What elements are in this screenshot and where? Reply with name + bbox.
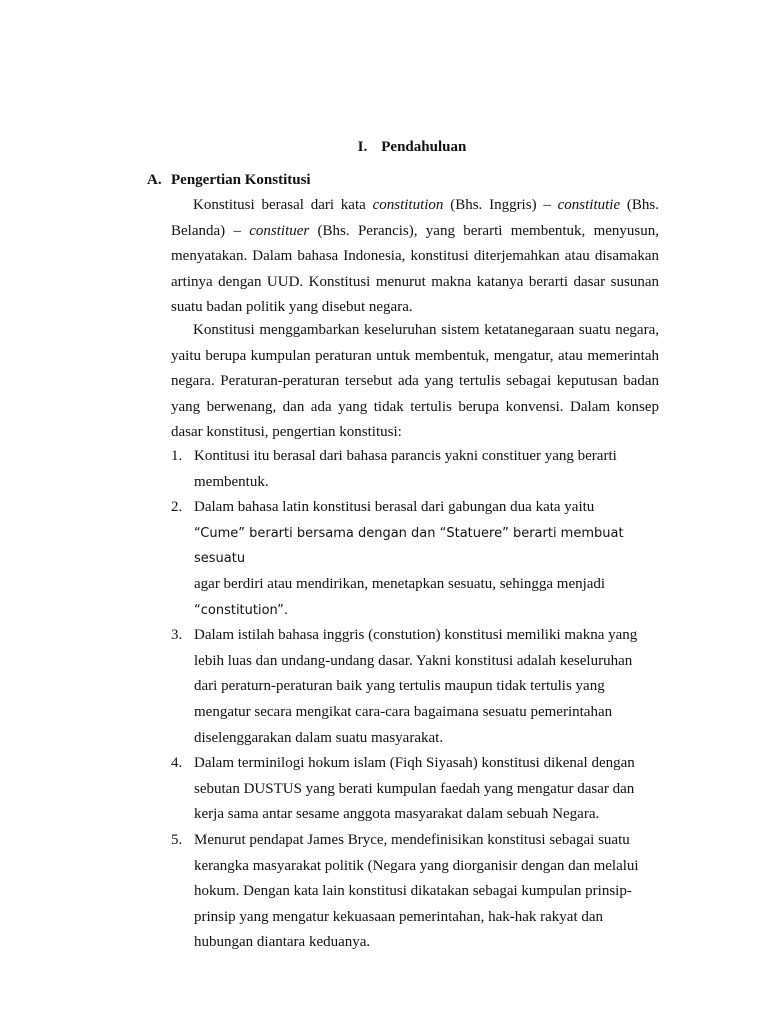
list-item-line: dari peraturn-peraturan baik yang tertulis maupun tidak tertulis yang [194, 678, 605, 695]
list-item-line: Dalam bahasa latin konstitusi berasal dari gabungan dua kata yaitu [194, 499, 595, 516]
list-item-line: Dalam terminilogi hokum islam (Fiqh Siyasah) konstitusi dikenal dengan [194, 755, 635, 772]
p1-text-e: (Bhs. Belanda) – [171, 197, 659, 239]
list-item-line: Kontitusi itu berasal dari bahasa parancis yakni constituer yang berarti [194, 448, 617, 464]
list-item-number: 2. [171, 499, 183, 516]
list-item-line: Dalam istilah bahasa inggris (constution) konstitusi memiliki makna yang [194, 627, 638, 644]
list-item [171, 495, 671, 623]
list-item-number: 3. [171, 627, 183, 644]
list-item [171, 751, 671, 828]
p1-term-constitution: constitution [372, 197, 444, 213]
p1-text-g: (Bhs. Perancis), yang berarti membentuk, menyusun, menyatakan. Dalam bahasa Indonesia, konstitusi diterjemahkan atau disamakan artinya dengan UUD. Konstitusi menurut makna katanya berarti dasar susunan suatu badan politik yang disebut negara. [171, 222, 659, 316]
section-heading [147, 170, 311, 190]
list-item [171, 444, 671, 495]
p1-text-a: Konstitusi berasal dari kata [193, 197, 373, 213]
section-title: Pengertian Konstitusi [171, 172, 311, 188]
section-letter: A. [147, 172, 162, 188]
list-item [171, 623, 671, 751]
paragraph-description: Konstitusi menggambarkan keseluruhan sistem ketatanegaraan suatu negara, yaitu berupa kumpulan peraturan untuk membentuk, mengatur, atau memerintah negara. Peraturan-peraturan tersebut ada yang tertulis sebagai keputusan badan yang berwenang, dan ada yang tidak tertulis berupa konvensi. Dalam konsep dasar konstitusi, pengertian konstitusi: [171, 322, 659, 441]
list-item-line: hubungan diantara keduanya. [194, 934, 371, 951]
list-item-line: kerja sama antar sesame anggota masyarakat dalam sebuah Negara. [194, 806, 600, 823]
list-item-line: “constitution”. [194, 602, 288, 618]
definition-list [171, 444, 671, 956]
list-item-line: diselenggarakan dalam suatu masyarakat. [194, 729, 444, 746]
chapter-title [0, 137, 768, 157]
p1-term-constitutie: constitutie [557, 197, 621, 213]
list-item-line: hokum. Dengan kata lain konstitusi dikatakan sebagai kumpulan prinsip- [194, 883, 632, 900]
list-item-line: lebih luas dan undang-undang dasar. Yakni konstitusi adalah keseluruhan [194, 652, 633, 669]
list-item-line: membentuk. [194, 473, 269, 490]
list-item-line: sebutan DUSTUS yang berati kumpulan faedah yang mengatur dasar dan [194, 780, 635, 797]
chapter-title-text: Pendahuluan [381, 139, 467, 155]
list-item [171, 828, 671, 956]
list-item-line: Menurut pendapat James Bryce, mendefinisikan konstitusi sebagai suatu [194, 831, 630, 848]
p1-term-constituer: constituer [249, 222, 310, 239]
list-item-line: mengatur secara mengikat cara-cara bagaimana sesuatu pemerintahan [194, 703, 613, 720]
list-item-line: kerangka masyarakat politik (Negara yang diorganisir dengan dan melalui [194, 857, 639, 874]
list-item-line: prinsip yang mengatur kekuasaan pemerintahan, hak-hak rakyat dan [194, 908, 604, 925]
list-item-line: agar berdiri atau mendirikan, menetapkan sesuatu, sehingga menjadi [194, 575, 606, 592]
list-item-number: 1. [171, 448, 183, 464]
list-item-line: “Cume” berarti bersama dengan dan “Statuere” berarti membuat sesuatu [194, 525, 624, 567]
list-item-number: 5. [171, 831, 183, 848]
paragraph-definition [171, 193, 659, 321]
list-item-number: 4. [171, 755, 183, 772]
chapter-number: I. [357, 139, 368, 155]
p1-text-c: (Bhs. Inggris) – [443, 197, 558, 213]
